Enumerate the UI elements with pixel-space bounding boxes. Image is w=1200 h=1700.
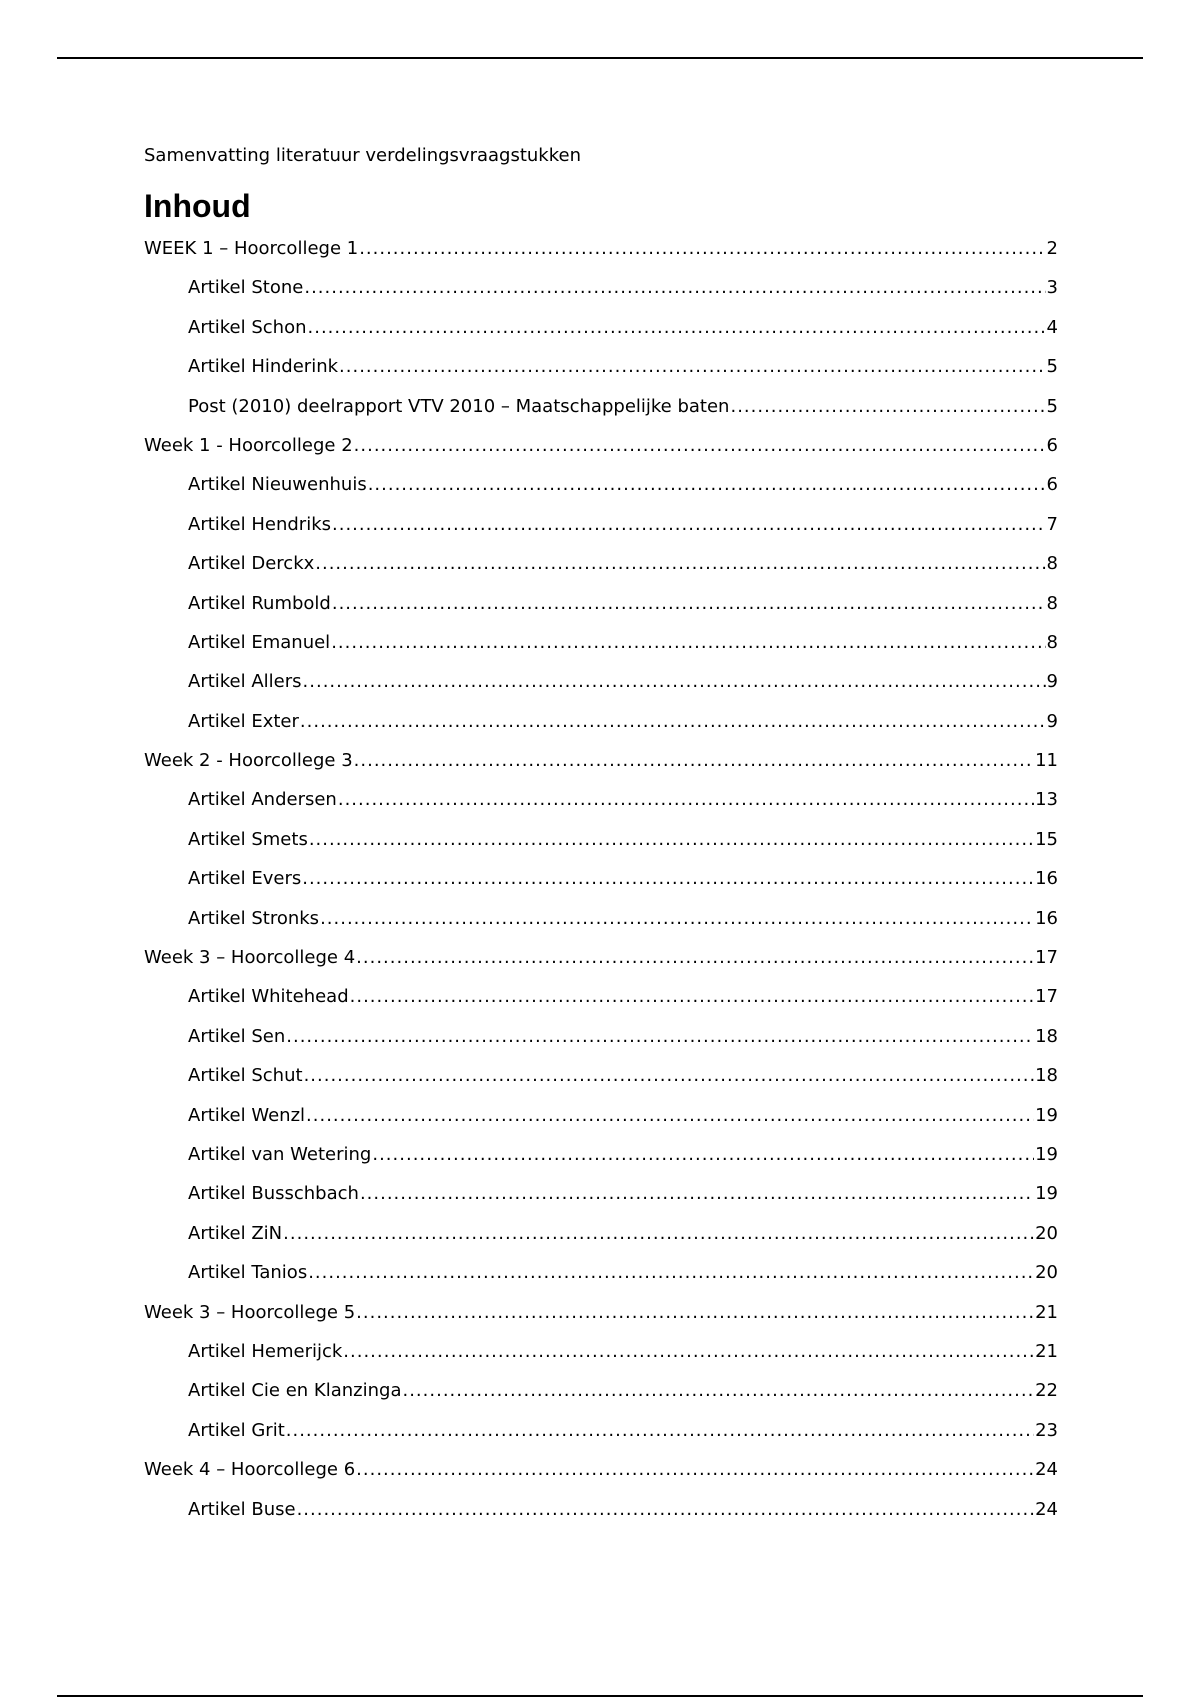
toc-entry-page-number[interactable]: 5 — [1046, 395, 1058, 417]
toc-entry-article[interactable] — [144, 1223, 1058, 1262]
toc-entry-page-number[interactable]: 19 — [1035, 1143, 1058, 1165]
toc-entry-title[interactable]: Artikel Hemerijck — [188, 1340, 343, 1362]
toc-entry-title[interactable]: Artikel Busschbach — [188, 1183, 359, 1205]
toc-entry-article[interactable] — [144, 829, 1058, 868]
toc-entry-page-number[interactable]: 19 — [1035, 1183, 1058, 1205]
toc-entry-page-number[interactable]: 6 — [1046, 474, 1058, 496]
toc-dot-leader — [354, 435, 1046, 457]
toc-entry-article[interactable] — [144, 1026, 1058, 1065]
toc-entry-page-number[interactable]: 4 — [1046, 316, 1058, 338]
toc-entry-article[interactable] — [144, 1065, 1058, 1104]
toc-dot-leader — [286, 1420, 1034, 1442]
toc-entry-page-number[interactable]: 24 — [1035, 1459, 1058, 1481]
toc-entry-section[interactable] — [144, 947, 1058, 986]
toc-entry-page-number[interactable]: 21 — [1035, 1301, 1058, 1323]
toc-dot-leader — [343, 1341, 1034, 1363]
toc-dot-leader — [315, 553, 1045, 575]
toc-entry-page-number[interactable]: 22 — [1035, 1380, 1058, 1402]
toc-entry-title[interactable]: Week 1 - Hoorcollege 2 — [144, 434, 353, 456]
toc-entry-page-number[interactable]: 21 — [1035, 1340, 1058, 1362]
toc-entry-page-number[interactable]: 23 — [1035, 1419, 1058, 1441]
toc-dot-leader — [356, 947, 1034, 969]
toc-entry-title[interactable]: Week 3 – Hoorcollege 5 — [144, 1301, 356, 1323]
toc-entry-title[interactable]: Artikel Whitehead — [188, 986, 349, 1008]
toc-entry-title[interactable]: Artikel Hinderink — [188, 356, 339, 378]
toc-entry-article[interactable] — [144, 671, 1058, 710]
document-subtitle: Samenvatting literatuur verdelingsvraagstukken — [144, 145, 581, 166]
toc-dot-leader — [320, 908, 1034, 930]
toc-entry-page-number[interactable]: 16 — [1035, 907, 1058, 929]
toc-entry-page-number[interactable]: 7 — [1046, 513, 1058, 535]
toc-entry-article[interactable] — [144, 593, 1058, 632]
toc-entry-title[interactable]: Artikel Sen — [188, 1025, 286, 1047]
toc-entry-title[interactable]: Week 4 – Hoorcollege 6 — [144, 1459, 356, 1481]
toc-dot-leader — [350, 986, 1034, 1008]
toc-entry-title[interactable]: Artikel ZiN — [188, 1222, 283, 1244]
toc-entry-page-number[interactable]: 24 — [1035, 1498, 1058, 1520]
toc-entry-article[interactable] — [144, 868, 1058, 907]
toc-entry-page-number[interactable]: 13 — [1035, 789, 1058, 811]
toc-dot-leader — [297, 1499, 1035, 1521]
toc-entry-article[interactable] — [144, 1341, 1058, 1380]
toc-entry-page-number[interactable]: 5 — [1046, 356, 1058, 378]
toc-entry-page-number[interactable]: 8 — [1046, 592, 1058, 614]
toc-entry-title[interactable]: Artikel van Wetering — [188, 1143, 372, 1165]
toc-entry-title[interactable]: Artikel Allers — [188, 671, 302, 693]
table-of-contents — [144, 238, 1058, 1538]
toc-entry-page-number[interactable]: 9 — [1046, 671, 1058, 693]
toc-entry-article[interactable] — [144, 1420, 1058, 1459]
toc-entry-page-number[interactable]: 6 — [1046, 434, 1058, 456]
toc-entry-page-number[interactable]: 8 — [1046, 553, 1058, 575]
toc-entry-article[interactable] — [144, 1144, 1058, 1183]
toc-dot-leader — [304, 277, 1045, 299]
footer-rule — [57, 1695, 1143, 1697]
toc-entry-title[interactable]: Artikel Rumbold — [188, 592, 331, 614]
toc-entry-article[interactable] — [144, 1380, 1058, 1419]
toc-entry-title[interactable]: Artikel Tanios — [188, 1262, 308, 1284]
toc-entry-page-number[interactable]: 20 — [1035, 1262, 1058, 1284]
toc-entry-article[interactable] — [144, 1499, 1058, 1538]
toc-entry-title[interactable]: Artikel Schut — [188, 1065, 303, 1087]
toc-entry-article[interactable] — [144, 1105, 1058, 1144]
toc-entry-article[interactable] — [144, 396, 1058, 435]
toc-entry-article[interactable] — [144, 632, 1058, 671]
toc-entry-page-number[interactable]: 20 — [1035, 1222, 1058, 1244]
toc-entry-title[interactable]: Artikel Stone — [188, 277, 304, 299]
toc-entry-page-number[interactable]: 2 — [1046, 238, 1058, 259]
toc-dot-leader — [306, 1105, 1034, 1127]
toc-entry-article[interactable] — [144, 553, 1058, 592]
toc-entry-title[interactable]: Artikel Evers — [188, 868, 302, 890]
toc-entry-title[interactable]: Post (2010) deelrapport VTV 2010 – Maatschappelijke baten — [188, 395, 730, 417]
toc-entry-page-number[interactable]: 17 — [1035, 947, 1058, 969]
toc-entry-section[interactable] — [144, 1459, 1058, 1498]
toc-dot-leader — [308, 317, 1046, 339]
toc-entry-title[interactable]: Artikel Buse — [188, 1498, 296, 1520]
toc-entry-title[interactable]: Artikel Hendriks — [188, 513, 331, 535]
toc-entry-article[interactable] — [144, 1262, 1058, 1301]
toc-entry-article[interactable] — [144, 986, 1058, 1025]
toc-dot-leader — [730, 396, 1045, 418]
toc-entry-article[interactable] — [144, 514, 1058, 553]
toc-dot-leader — [309, 829, 1034, 851]
toc-entry-page-number[interactable]: 17 — [1035, 986, 1058, 1008]
toc-entry-title[interactable]: Artikel Smets — [188, 828, 308, 850]
toc-entry-article[interactable] — [144, 1183, 1058, 1222]
toc-entry-page-number[interactable]: 18 — [1035, 1065, 1058, 1087]
header-rule — [57, 57, 1143, 59]
toc-dot-leader — [359, 238, 1045, 260]
toc-entry-title[interactable]: Artikel Exter — [188, 710, 299, 732]
toc-dot-leader — [331, 632, 1045, 654]
toc-dot-leader — [302, 868, 1034, 890]
toc-entry-article[interactable] — [144, 908, 1058, 947]
toc-dot-leader — [308, 1262, 1034, 1284]
toc-entry-page-number[interactable]: 16 — [1035, 868, 1058, 890]
toc-entry-page-number[interactable]: 3 — [1046, 277, 1058, 299]
toc-entry-title[interactable]: Artikel Emanuel — [188, 631, 331, 653]
toc-dot-leader — [283, 1223, 1034, 1245]
toc-entry-title[interactable]: Artikel Schon — [188, 316, 307, 338]
toc-entry-article[interactable] — [144, 317, 1058, 356]
toc-entry-section[interactable] — [144, 238, 1058, 277]
toc-entry-title[interactable]: Artikel Wenzl — [188, 1104, 306, 1126]
toc-entry-article[interactable] — [144, 474, 1058, 513]
toc-entry-page-number[interactable]: 8 — [1046, 631, 1058, 653]
toc-entry-section[interactable] — [144, 750, 1058, 789]
toc-entry-article[interactable] — [144, 789, 1058, 828]
toc-entry-title[interactable]: Week 3 – Hoorcollege 4 — [144, 947, 356, 969]
page-content — [144, 142, 1058, 1538]
toc-entry-article[interactable] — [144, 356, 1058, 395]
toc-dot-leader — [332, 593, 1046, 615]
toc-entry-title[interactable]: Artikel Derckx — [188, 553, 315, 575]
toc-dot-leader — [356, 1302, 1034, 1324]
toc-dot-leader — [304, 1065, 1035, 1087]
toc-entry-article[interactable] — [144, 277, 1058, 316]
toc-dot-leader — [339, 356, 1046, 378]
toc-entry-title[interactable]: Artikel Andersen — [188, 789, 337, 811]
toc-entry-title[interactable]: Artikel Cie en Klanzinga — [188, 1380, 402, 1402]
toc-entry-title[interactable]: Artikel Stronks — [188, 907, 320, 929]
toc-entry-page-number[interactable]: 15 — [1035, 828, 1058, 850]
toc-dot-leader — [338, 789, 1034, 811]
toc-entry-page-number[interactable]: 18 — [1035, 1025, 1058, 1047]
toc-dot-leader — [286, 1026, 1034, 1048]
toc-entry-title[interactable]: Artikel Grit — [188, 1419, 285, 1441]
toc-entry-page-number[interactable]: 19 — [1035, 1104, 1058, 1126]
toc-entry-title[interactable]: WEEK 1 – Hoorcollege 1 — [144, 238, 359, 259]
toc-dot-leader — [332, 514, 1046, 536]
toc-dot-leader — [360, 1183, 1034, 1205]
toc-entry-title[interactable]: Artikel Nieuwenhuis — [188, 474, 367, 496]
toc-dot-leader — [372, 1144, 1034, 1166]
toc-dot-leader — [354, 750, 1034, 772]
toc-dot-leader — [368, 474, 1046, 496]
toc-dot-leader — [300, 711, 1046, 733]
toc-heading: Inhoud — [144, 188, 251, 224]
toc-entry-page-number[interactable]: 11 — [1035, 750, 1058, 772]
toc-entry-section[interactable] — [144, 435, 1058, 474]
toc-dot-leader — [356, 1459, 1034, 1481]
toc-entry-section[interactable] — [144, 1302, 1058, 1341]
toc-entry-title[interactable]: Week 2 - Hoorcollege 3 — [144, 750, 353, 772]
toc-dot-leader — [402, 1380, 1034, 1402]
toc-entry-article[interactable] — [144, 711, 1058, 750]
toc-dot-leader — [303, 671, 1046, 693]
toc-entry-page-number[interactable]: 9 — [1046, 710, 1058, 732]
